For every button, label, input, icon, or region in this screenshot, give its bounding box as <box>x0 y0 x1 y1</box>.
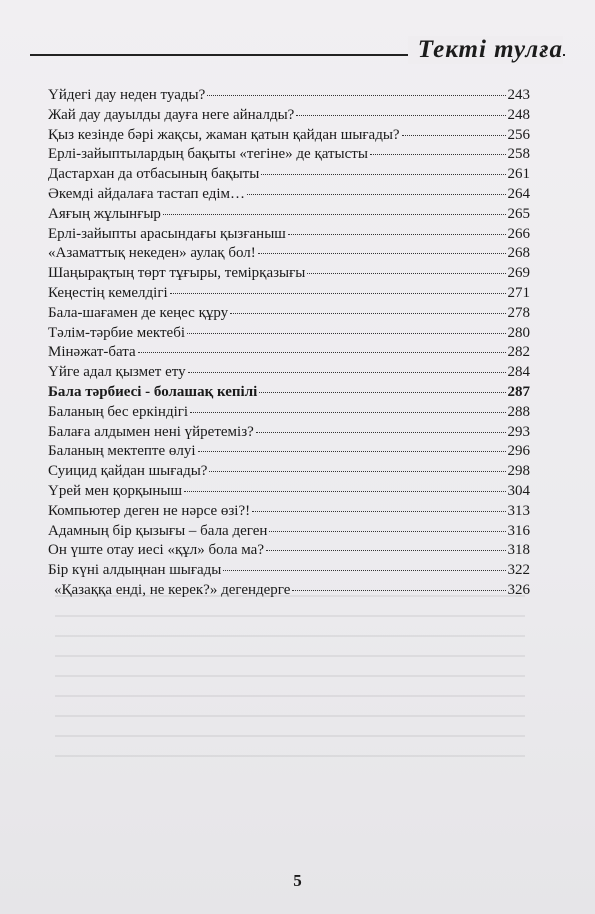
toc-entry-title: Бала тәрбиесі - болашақ кепілі <box>48 383 258 400</box>
toc-entry <box>48 205 530 225</box>
toc-entry-title: Он үште отау иесі «құл» бола ма? <box>48 542 264 559</box>
toc-leader-dots <box>292 590 505 591</box>
toc-leader-dots <box>230 313 505 314</box>
toc-entry <box>48 264 530 284</box>
toc-entry-title: Ерлі-зайыптылардың бақыты «тегіне» де қатысты <box>48 146 368 163</box>
toc-leader-dots <box>402 135 506 136</box>
toc-entry <box>48 165 530 185</box>
toc-entry-title: Кеңестің кемелдігі <box>48 284 168 301</box>
toc-leader-dots <box>370 154 506 155</box>
toc-entry <box>48 581 530 601</box>
toc-leader-dots <box>198 451 506 452</box>
toc-leader-dots <box>163 214 506 215</box>
toc-entry-title: Баланың мектепте өлуі <box>48 443 196 460</box>
toc-entry <box>48 561 530 581</box>
toc-entry-page: 326 <box>507 581 530 598</box>
toc-entry-page: 318 <box>507 542 530 559</box>
toc-entry <box>48 403 530 423</box>
toc-leader-dots <box>252 511 505 512</box>
toc-entry-page: 261 <box>507 166 530 183</box>
toc-entry-title: Баланың бес еркіндігі <box>48 403 189 420</box>
toc-entry-page: 258 <box>507 146 530 163</box>
toc-entry <box>48 106 530 126</box>
toc-entry-page: 288 <box>507 403 530 420</box>
toc-leader-dots <box>188 372 506 373</box>
toc-entry-title: Суицид қайдан шығады? <box>48 463 208 480</box>
toc-entry-title: Дастархан да отбасының бақыты <box>48 166 260 183</box>
toc-entry <box>48 522 530 542</box>
toc-entry <box>48 324 530 344</box>
toc-leader-dots <box>209 471 505 472</box>
toc-leader-dots <box>266 550 506 551</box>
toc-entry-page: 278 <box>507 304 530 321</box>
toc-entry-title: Ерлі-зайыпты арасындағы қызғаныш <box>48 225 286 242</box>
toc-leader-dots <box>190 412 505 413</box>
toc-entry-page: 322 <box>507 562 530 579</box>
toc-entry-title: Мінәжат-бата <box>48 344 136 361</box>
running-header-title: Тектi тулға <box>408 36 563 64</box>
toc-entry-page: 293 <box>507 423 530 440</box>
page-number: 5 <box>293 871 302 890</box>
toc-entry-title: Компьютер деген не нәрсе өзі?! <box>48 502 251 519</box>
toc-entry <box>48 502 530 522</box>
toc-entry <box>48 86 530 106</box>
toc-entry <box>48 541 530 561</box>
toc-entry <box>48 343 530 363</box>
toc-entry-page: 265 <box>507 205 530 222</box>
toc-entry-page: 296 <box>507 443 530 460</box>
toc-entry <box>48 244 530 264</box>
toc-entry-title: Үрей мен қорқыныш <box>48 482 183 499</box>
toc-entry <box>48 225 530 245</box>
toc-leader-dots <box>307 273 505 274</box>
toc-entry-title: Аяғың жұлынғыр <box>48 205 161 222</box>
toc-entry-title: Бала-шағамен де кеңес құру <box>48 304 229 321</box>
toc-entry-page: 284 <box>507 364 530 381</box>
toc-entry-page: 313 <box>507 502 530 519</box>
toc-entry <box>48 462 530 482</box>
toc-entry-title: Адамның бір қызығы – бала деген <box>48 522 268 539</box>
toc-entry <box>48 363 530 383</box>
toc-entry-page: 280 <box>507 324 530 341</box>
toc-entry-page: 264 <box>507 185 530 202</box>
toc-entry-title: Жай дау дауылды дауға неге айналды? <box>48 106 295 123</box>
toc-entry-page: 304 <box>507 482 530 499</box>
toc-entry-page: 268 <box>507 245 530 262</box>
toc-entry-title: Тәлім-тәрбие мектебі <box>48 324 185 341</box>
toc-entry <box>48 126 530 146</box>
toc-entry-page: 316 <box>507 522 530 539</box>
toc-entry-title: Балаға алдымен нені үйретеміз? <box>48 423 254 440</box>
toc-leader-dots <box>258 253 506 254</box>
toc-entry-page: 287 <box>507 383 530 400</box>
toc-entry <box>48 185 530 205</box>
toc-leader-dots <box>207 95 505 96</box>
toc-leader-dots <box>256 432 506 433</box>
toc-leader-dots <box>269 531 505 532</box>
toc-entry <box>48 145 530 165</box>
toc-entry <box>48 383 530 403</box>
toc-entry-page: 256 <box>507 126 530 143</box>
table-of-contents <box>48 86 530 601</box>
toc-leader-dots <box>184 491 505 492</box>
running-header <box>30 38 565 68</box>
toc-leader-dots <box>259 392 505 393</box>
toc-entry-page: 271 <box>507 284 530 301</box>
toc-entry-page: 248 <box>507 106 530 123</box>
toc-entry-page: 282 <box>507 344 530 361</box>
toc-entry-page: 266 <box>507 225 530 242</box>
toc-entry-page: 243 <box>507 87 530 103</box>
toc-entry-title: Шаңырақтың төрт тұғыры, темірқазығы <box>48 265 306 282</box>
toc-entry-title: Әкемді айдалаға тастап едім… <box>48 185 246 202</box>
toc-entry-title: Үйдегі дау неден туады? <box>48 87 206 103</box>
toc-leader-dots <box>261 174 505 175</box>
toc-leader-dots <box>170 293 506 294</box>
toc-leader-dots <box>223 570 505 571</box>
toc-entry <box>48 304 530 324</box>
toc-entry-title: «Қазаққа енді, не керек?» дегендерге <box>54 581 291 598</box>
toc-entry <box>48 284 530 304</box>
toc-entry-page: 269 <box>507 265 530 282</box>
toc-entry-title: Үйге адал қызмет ету <box>48 364 186 381</box>
toc-entry-title: «Азаматтық некеден» аулақ бол! <box>48 245 256 262</box>
toc-entry <box>48 423 530 443</box>
toc-entry-title: Бір күні алдыңнан шығады <box>48 562 222 579</box>
toc-entry <box>48 442 530 462</box>
toc-entry <box>48 482 530 502</box>
toc-leader-dots <box>187 333 506 334</box>
bleed-through-text <box>55 595 525 765</box>
toc-leader-dots <box>288 234 506 235</box>
toc-entry-page: 298 <box>507 463 530 480</box>
toc-leader-dots <box>247 194 505 195</box>
toc-leader-dots <box>296 115 505 116</box>
toc-entry-title: Қыз кезінде бәрі жақсы, жаман қатын қайдан шығады? <box>48 126 400 143</box>
toc-leader-dots <box>138 352 506 353</box>
